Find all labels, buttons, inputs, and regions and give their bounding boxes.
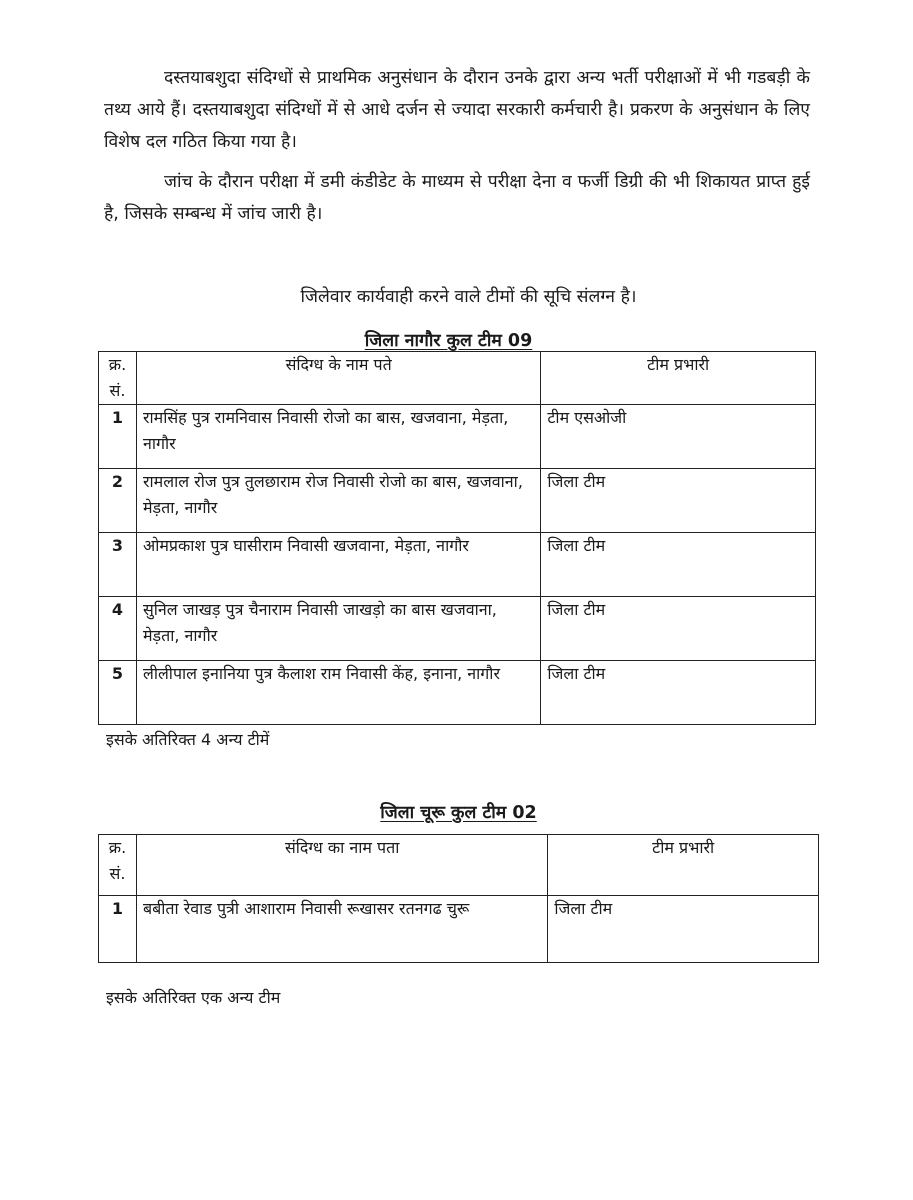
paragraph-dummy-candidate-complaint: जांच के दौरान परीक्षा में डमी कंडीडेट के माध्यम से परीक्षा देना व फर्जी डिग्री की भी शिकायत प्राप्त हुई है, जिसके सम्बन्ध में जांच जारी है। [104,172,810,224]
row-suspect: रामसिंह पुत्र रामनिवास निवासी रोजो का बास, खजवाना, मेड़ता, नागौर [136,405,540,469]
list-caption: जिलेवार कार्यवाही करने वाले टीमों की सूचि संलग्न है। [300,287,637,307]
row-serial: 1 [99,405,137,469]
row-serial: 2 [99,469,137,533]
row-serial: 3 [99,533,137,597]
table-row [99,533,816,597]
table-row [99,469,816,533]
row-serial: 1 [99,896,137,963]
table-row [99,661,816,725]
paragraph-investigation-findings: दस्तयाबशुदा संदिग्धों से प्राथमिक अनुसंधान के दौरान उनके द्वारा अन्य भर्ती परीक्षाओं में भी गडबड़ी के तथ्य आये हैं। दस्तयाबशुदा संदिग्धों में से आधे दर्जन से ज्यादा सरकारी कर्मचारी है। प्रकरण के अनुसंधान के लिए विशेष दल गठित किया गया है। [104,68,810,152]
table-row [99,405,816,469]
row-team: जिला टीम [541,661,816,725]
row-team: जिला टीम [541,597,816,661]
header-suspect: संदिग्ध के नाम पते [136,352,540,405]
header-suspect: संदिग्ध का नाम पता [136,835,547,896]
row-suspect: रामलाल रोज पुत्र तुलछाराम रोज निवासी रोजो का बास, खजवाना, मेड़ता, नागौर [136,469,540,533]
row-team: टीम एसओजी [541,405,816,469]
table2-note: इसके अतिरिक्त एक अन्य टीम [106,988,281,1007]
header-team: टीम प्रभारी [541,352,816,405]
row-serial: 5 [99,661,137,725]
table-header-row [99,835,819,896]
churu-suspects-table [98,834,819,963]
table2-title [2,800,913,824]
row-suspect: लीलीपाल इनानिया पुत्र कैलाश राम निवासी केंह, इनाना, नागौर [136,661,540,725]
row-team: जिला टीम [541,533,816,597]
table1-title [0,328,905,352]
header-team: टीम प्रभारी [548,835,819,896]
table-header-row [99,352,816,405]
row-team: जिला टीम [548,896,819,963]
header-serial: क्र. सं. [99,352,137,405]
table1-note: इसके अतिरिक्त 4 अन्य टीमें [106,730,270,749]
row-suspect: बबीता रेवाड पुत्री आशाराम निवासी रूखासर रतनगढ चुरू [136,896,547,963]
table1-title-text: जिला नागौर कुल टीम 09 [364,331,533,351]
table-row [99,597,816,661]
row-suspect: सुनिल जाखड़ पुत्र चैनाराम निवासी जाखड़ो का बास खजवाना, मेड़ता, नागौर [136,597,540,661]
header-serial: क्र. सं. [99,835,137,896]
row-team: जिला टीम [541,469,816,533]
table-row [99,896,819,963]
table2-title-text: जिला चूरू कुल टीम 02 [380,803,537,823]
nagaur-suspects-table [98,351,816,725]
row-suspect: ओमप्रकाश पुत्र घासीराम निवासी खजवाना, मेड़ता, नागौर [136,533,540,597]
row-serial: 4 [99,597,137,661]
